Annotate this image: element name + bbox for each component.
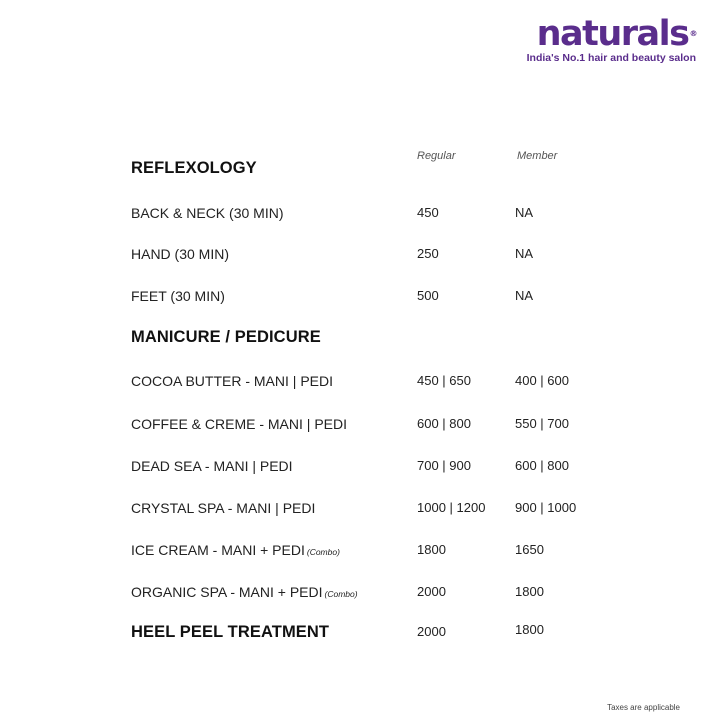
member-price: 1800 bbox=[515, 584, 544, 599]
service-label: ICE CREAM - MANI + PEDI bbox=[131, 542, 305, 558]
regular-price: 250 bbox=[417, 246, 439, 261]
price-row bbox=[0, 500, 720, 520]
service-name: HAND (30 MIN) bbox=[131, 246, 230, 262]
member-price: NA bbox=[515, 246, 534, 261]
service-name bbox=[131, 584, 358, 600]
price-row bbox=[0, 246, 720, 266]
combo-note: (Combo) bbox=[306, 547, 340, 557]
regular-price: 450 bbox=[417, 205, 439, 220]
price-row bbox=[0, 458, 720, 478]
service-name: BACK & NECK (30 MIN) bbox=[131, 205, 284, 221]
price-row bbox=[0, 584, 720, 604]
taxes-footnote: Taxes are applicable bbox=[607, 703, 680, 712]
regular-price: 450 | 650 bbox=[417, 373, 471, 388]
member-price: 900 | 1000 bbox=[515, 500, 577, 515]
brand-name: naturals bbox=[536, 14, 689, 54]
service-label: ORGANIC SPA - MANI + PEDI bbox=[131, 584, 323, 600]
service-name bbox=[131, 542, 340, 558]
brand-wordmark bbox=[527, 14, 696, 54]
price-row bbox=[0, 416, 720, 436]
price-row bbox=[0, 288, 720, 308]
member-price: NA bbox=[515, 205, 534, 220]
section-title-manicure-pedicure: MANICURE / PEDICURE bbox=[131, 328, 321, 346]
regular-price: 1000 | 1200 bbox=[417, 500, 486, 515]
member-price: 400 | 600 bbox=[515, 373, 569, 388]
service-name: DEAD SEA - MANI | PEDI bbox=[131, 458, 293, 474]
column-header-member: Member bbox=[517, 150, 558, 162]
regular-price: 1800 bbox=[417, 542, 446, 557]
brand-tagline: India's No.1 hair and beauty salon bbox=[526, 52, 696, 64]
combo-note: (Combo) bbox=[324, 589, 358, 599]
service-name: COCOA BUTTER - MANI | PEDI bbox=[131, 373, 333, 389]
regular-price: 2000 bbox=[417, 584, 446, 599]
price-row bbox=[0, 542, 720, 562]
service-name: CRYSTAL SPA - MANI | PEDI bbox=[131, 500, 316, 516]
price-row bbox=[0, 373, 720, 393]
section-title-heel-peel: HEEL PEEL TREATMENT bbox=[131, 623, 330, 641]
regular-price: 700 | 900 bbox=[417, 458, 471, 473]
member-price: 1650 bbox=[515, 542, 544, 557]
regular-price: 500 bbox=[417, 288, 439, 303]
regular-price: 2000 bbox=[417, 624, 446, 639]
member-price: 550 | 700 bbox=[515, 416, 569, 431]
member-price: 600 | 800 bbox=[515, 458, 569, 473]
member-price: NA bbox=[515, 288, 534, 303]
heel-peel-prices bbox=[0, 624, 720, 644]
member-price: 1800 bbox=[515, 622, 544, 637]
registered-mark: ® bbox=[689, 29, 696, 38]
regular-price: 600 | 800 bbox=[417, 416, 471, 431]
brand-logo bbox=[527, 14, 696, 64]
price-row bbox=[0, 205, 720, 225]
service-name: COFFEE & CREME - MANI | PEDI bbox=[131, 416, 347, 432]
section-title-reflexology: REFLEXOLOGY bbox=[131, 159, 257, 177]
service-name: FEET (30 MIN) bbox=[131, 288, 225, 304]
column-header-regular: Regular bbox=[417, 150, 456, 162]
